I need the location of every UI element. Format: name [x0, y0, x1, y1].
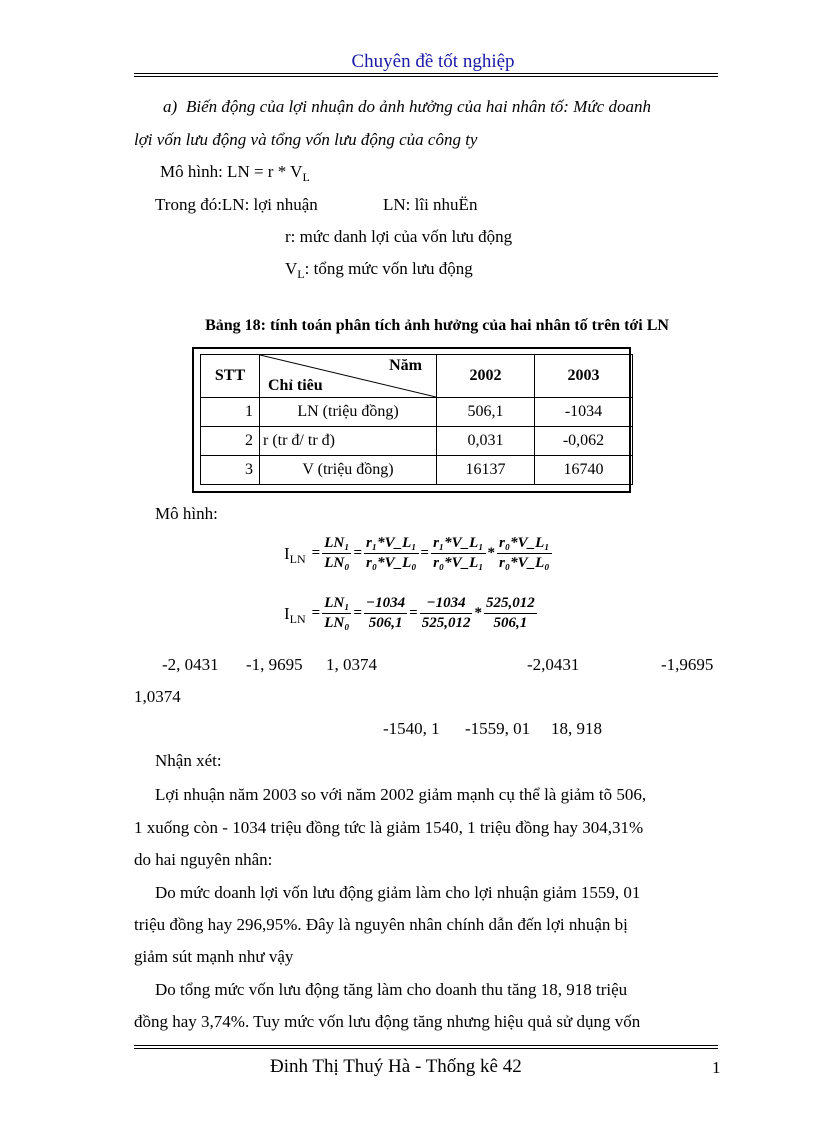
footer-rule-top [134, 1045, 718, 1046]
formula-1-frac-4-den: r₀*V_L₀ [499, 555, 550, 571]
row-value-2002: 0,031 [437, 427, 535, 456]
row-stt: 1 [201, 398, 260, 427]
formula-1-i-sub: LN [289, 551, 306, 566]
formula-2-frac-3 [420, 595, 473, 632]
formula-1-eq: = [311, 545, 321, 561]
model2-label: Mô hình: [155, 504, 218, 523]
row-value-2002: 506,1 [437, 398, 535, 427]
model-formula-text: Mô hình: LN = r * V [160, 162, 303, 181]
formula-1-eq-2: = [353, 545, 363, 561]
formula-2-frac-4-den: 506,1 [493, 615, 528, 631]
formula-2-frac-2-den: 506,1 [368, 615, 403, 631]
footer-author: Đinh Thị Thuý Hà - Thống kê 42 [270, 1056, 522, 1077]
formula-2-frac-3-den: 525,012 [421, 615, 471, 631]
definition-v [285, 259, 473, 281]
formula-2-lhs [284, 604, 306, 624]
header-diagonal [260, 355, 437, 398]
formula-2-eq-3: = [409, 605, 418, 621]
page-number: 1 [712, 1058, 721, 1077]
row-stt: 2 [201, 427, 260, 456]
definition-v-symbol: V [285, 259, 298, 278]
formula-1-frac-2-num: r₁*V_L₁ [364, 535, 418, 554]
formula-2-frac-4 [484, 595, 537, 632]
table-row [201, 427, 633, 456]
result-b1: -2,0431 [527, 655, 580, 674]
intro-marker: a) [163, 97, 178, 116]
formula-1-frac-3-num: r₁*V_L₁ [431, 535, 485, 554]
formula-1-frac-4 [497, 535, 551, 572]
formula-2-frac-2-num: −1034 [364, 595, 407, 614]
definition-v-sub: L [297, 267, 305, 281]
table-header-row [201, 355, 633, 398]
result-a2: -1, 9695 [246, 655, 303, 674]
table-row [201, 398, 633, 427]
definition-r: r: mức danh lợi của vốn lưu động [285, 227, 513, 246]
formula-2 [284, 595, 537, 632]
formula-2-eq-2: = [353, 605, 363, 621]
result-c1: -1540, 1 [383, 719, 440, 738]
formula-1 [284, 535, 552, 572]
formula-2-frac-3-num: −1034 [420, 595, 473, 614]
formula-1-lhs [284, 544, 306, 564]
comment-p3-line1: Do tổng mức vốn lưu động tăng làm cho doanh thu tăng 18, 918 triệu [155, 980, 628, 999]
formula-2-frac-2 [364, 595, 407, 632]
intro-line-2: lợi vốn lưu động và tổng vốn lưu động của công ty [134, 130, 478, 149]
comment-label: Nhận xét: [155, 751, 222, 770]
comment-p2-line2: triệu đồng hay 296,95%. Đây là nguyên nhân chính dẫn đến lợi nhuận bị [134, 915, 628, 934]
definition-v-text: : tổng mức vốn lưu động [304, 259, 473, 278]
row-value-2003: -0,062 [535, 427, 633, 456]
comment-p2-line1: Do mức doanh lợi vốn lưu động giảm làm cho lợi nhuận giảm 1559, 01 [155, 883, 641, 902]
table-title: Bảng 18: tính toán phân tích ảnh hưởng của hai nhân tố trên tới LN [205, 317, 669, 334]
formula-1-frac-4-num: r₀*V_L₁ [497, 535, 551, 554]
result-c3: 18, 918 [551, 719, 602, 738]
row-name: r (tr đ/ tr đ) [260, 427, 437, 456]
model-formula-sub: L [302, 170, 310, 184]
row-value-2003: -1034 [535, 398, 633, 427]
formula-1-frac-1-num: LN₁ [322, 535, 351, 554]
formula-2-frac-1-num: LN₁ [322, 595, 351, 614]
data-table [200, 354, 633, 485]
formula-2-frac-1 [322, 595, 351, 632]
header-chitieu: Chỉ tiêu [268, 377, 323, 394]
header-nam: Năm [389, 357, 422, 374]
formula-1-frac-3-den: r₀*V_L₁ [433, 555, 484, 571]
intro-line-1: Biến động của lợi nhuận do ảnh hưởng của hai nhân tố: Mức doanh [186, 97, 651, 116]
formula-1-frac-2 [364, 535, 418, 572]
header-rule-bottom [134, 76, 718, 77]
formula-2-times: * [474, 605, 482, 621]
result-c2: -1559, 01 [465, 719, 531, 738]
row-stt: 3 [201, 456, 260, 485]
row-value-2003: 16740 [535, 456, 633, 485]
formula-1-i: I [284, 543, 290, 563]
result-a1: -2, 0431 [162, 655, 219, 674]
result-b3: 1,0374 [134, 687, 181, 706]
formula-2-frac-4-num: 525,012 [484, 595, 537, 614]
comment-p2-line3: giảm sút mạnh như vậy [134, 947, 294, 966]
formula-1-eq-3: = [420, 545, 430, 561]
comment-p1-line1: Lợi nhuận năm 2003 so với năm 2002 giảm mạnh cụ thể là giảm tõ 506, [155, 785, 647, 804]
formula-1-frac-1 [322, 535, 351, 572]
table-row [201, 456, 633, 485]
result-a3: 1, 0374 [326, 655, 377, 674]
row-name: V (triệu đồng) [260, 456, 437, 485]
formula-2-frac-1-den: LN₀ [324, 615, 350, 631]
header-stt: STT [201, 355, 260, 398]
result-b2: -1,9695 [661, 655, 714, 674]
header-rule-top [134, 73, 718, 74]
formula-2-i: I [284, 603, 290, 623]
formula-1-frac-1-den: LN₀ [324, 555, 350, 571]
formula-1-frac-3 [431, 535, 485, 572]
comment-p1-line2: 1 xuống còn - 1034 triệu đồng tức là giảm 1540, 1 triệu đồng hay 304,31% [134, 818, 644, 837]
model-formula [160, 162, 310, 184]
definition-ln: Trong đó:LN: lợi nhuận [155, 195, 318, 214]
comment-p1-line3: do hai nguyên nhân: [134, 850, 273, 869]
comment-p3-line2: đồng hay 3,74%. Tuy mức vốn lưu động tăng nhưng hiệu quả sử dụng vốn [134, 1012, 641, 1031]
formula-1-frac-2-den: r₀*V_L₀ [366, 555, 417, 571]
row-value-2002: 16137 [437, 456, 535, 485]
row-name: LN (triệu đồng) [260, 398, 437, 427]
definition-ln-garbled: LN: lîi nhuËn [383, 195, 478, 214]
formula-2-eq: = [311, 605, 321, 621]
footer-rule-bottom [134, 1048, 718, 1049]
header-year-2003: 2003 [535, 355, 633, 398]
page-header-title: Chuyên đề tốt nghiệp [351, 51, 515, 72]
header-year-2002: 2002 [437, 355, 535, 398]
formula-1-times: * [487, 545, 496, 561]
formula-2-i-sub: LN [289, 611, 306, 626]
